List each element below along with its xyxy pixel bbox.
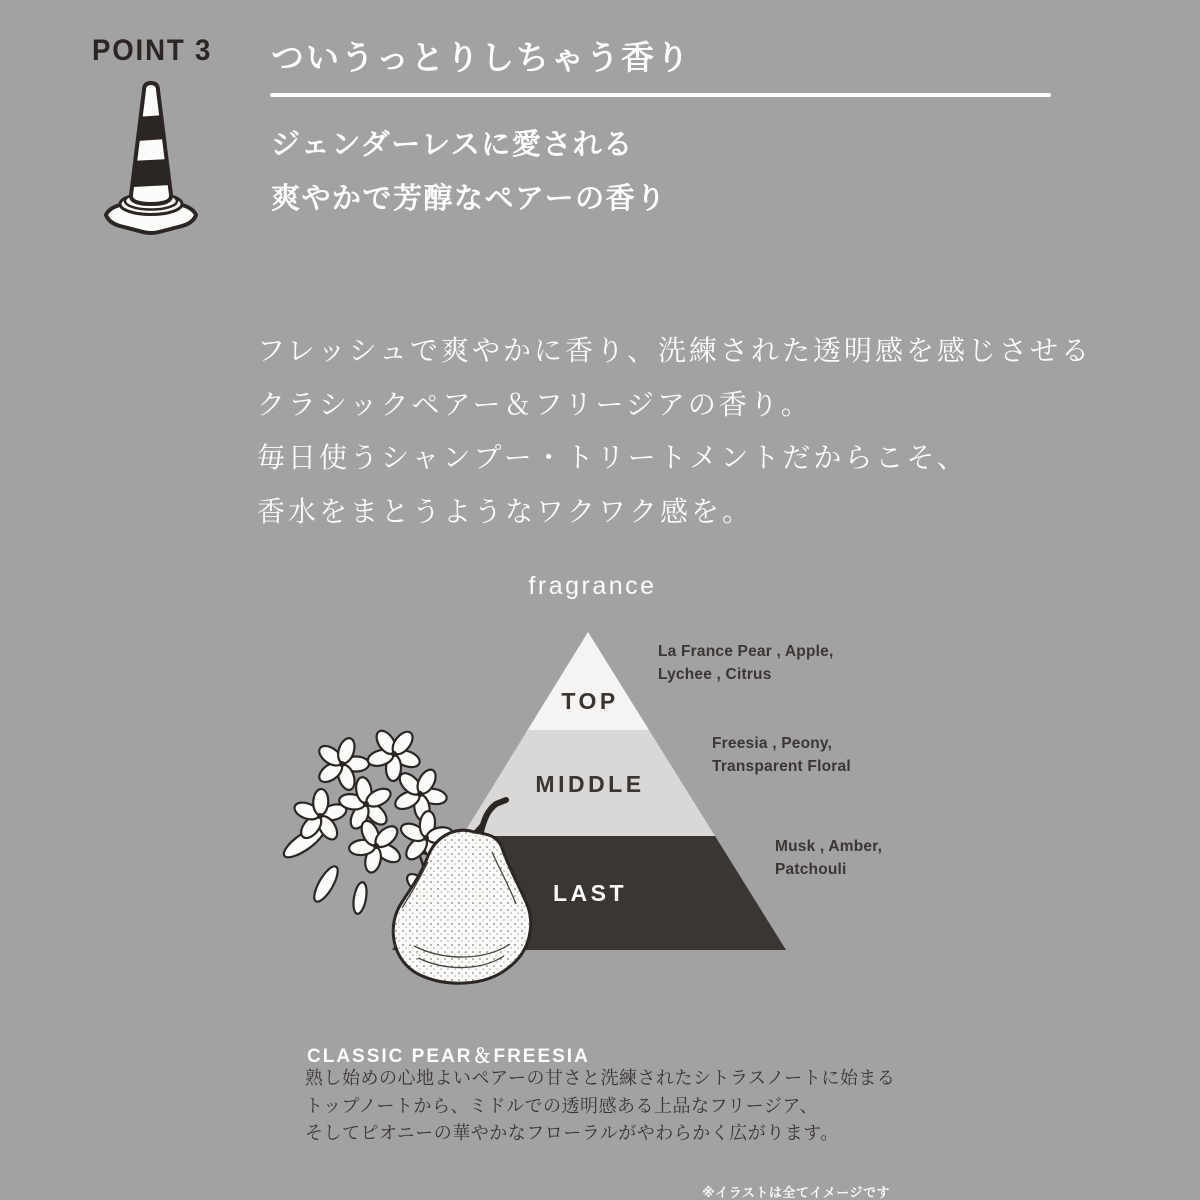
pyramid-level-top-label: TOP [561,688,619,714]
page-title: ついうっとりしちゃう香り [271,39,691,76]
subtitle [271,118,667,226]
note-line: Transparent Floral [712,758,851,775]
intro-line: 香水をまとうようなワクワク感を。 [257,495,754,527]
disclaimer-footnote: ※イラストは全てイメージです [702,1185,890,1200]
note-line: La France Pear , Apple, [658,643,834,660]
subtitle-line: ジェンダーレスに愛される [271,129,634,161]
subtitle-line: 爽やかで芳醇なペアーの香り [271,183,667,215]
point-label: POINT 3 [92,34,213,67]
intro-line: フレッシュで爽やかに香り、洗練された透明感を感じさせる [257,335,1093,366]
fragrance-note-middle [712,732,851,778]
fragrance-name-heading: CLASSIC PEAR＆FREESIA [307,1046,590,1067]
pyramid-level-last-label: LAST [552,880,628,906]
description-paragraph [305,1065,895,1148]
intro-line: 毎日使うシャンプー・トリートメントだからこそ、 [257,442,968,473]
description-line: トップノートから、ミドルでの透明感ある上品なフリージア、 [305,1095,818,1116]
fragrance-label: fragrance [528,572,657,600]
note-line: Freesia , Peony, [712,735,833,752]
description-line: そしてピオニーの華やかなフローラルがやわらかく広がります。 [305,1123,839,1143]
description-line: 熟し始めの心地よいペアーの甘さと洗練されたシトラスノートに始まる [305,1068,896,1088]
fragrance-note-last [775,835,882,881]
note-line: Lychee , Citrus [658,666,772,683]
fragrance-note-top [658,640,833,686]
pear-and-freesia-illustration [268,712,553,1017]
title-underline [270,93,1051,97]
intro-paragraph [257,324,1092,538]
pyramid-level-middle-label: MIDDLE [535,771,645,797]
intro-line: クラシックペアー＆フリージアの香り。 [257,388,812,420]
note-line: Musk , Amber, [775,838,883,855]
note-line: Patchouli [775,861,847,878]
traffic-cone-icon [96,74,206,242]
